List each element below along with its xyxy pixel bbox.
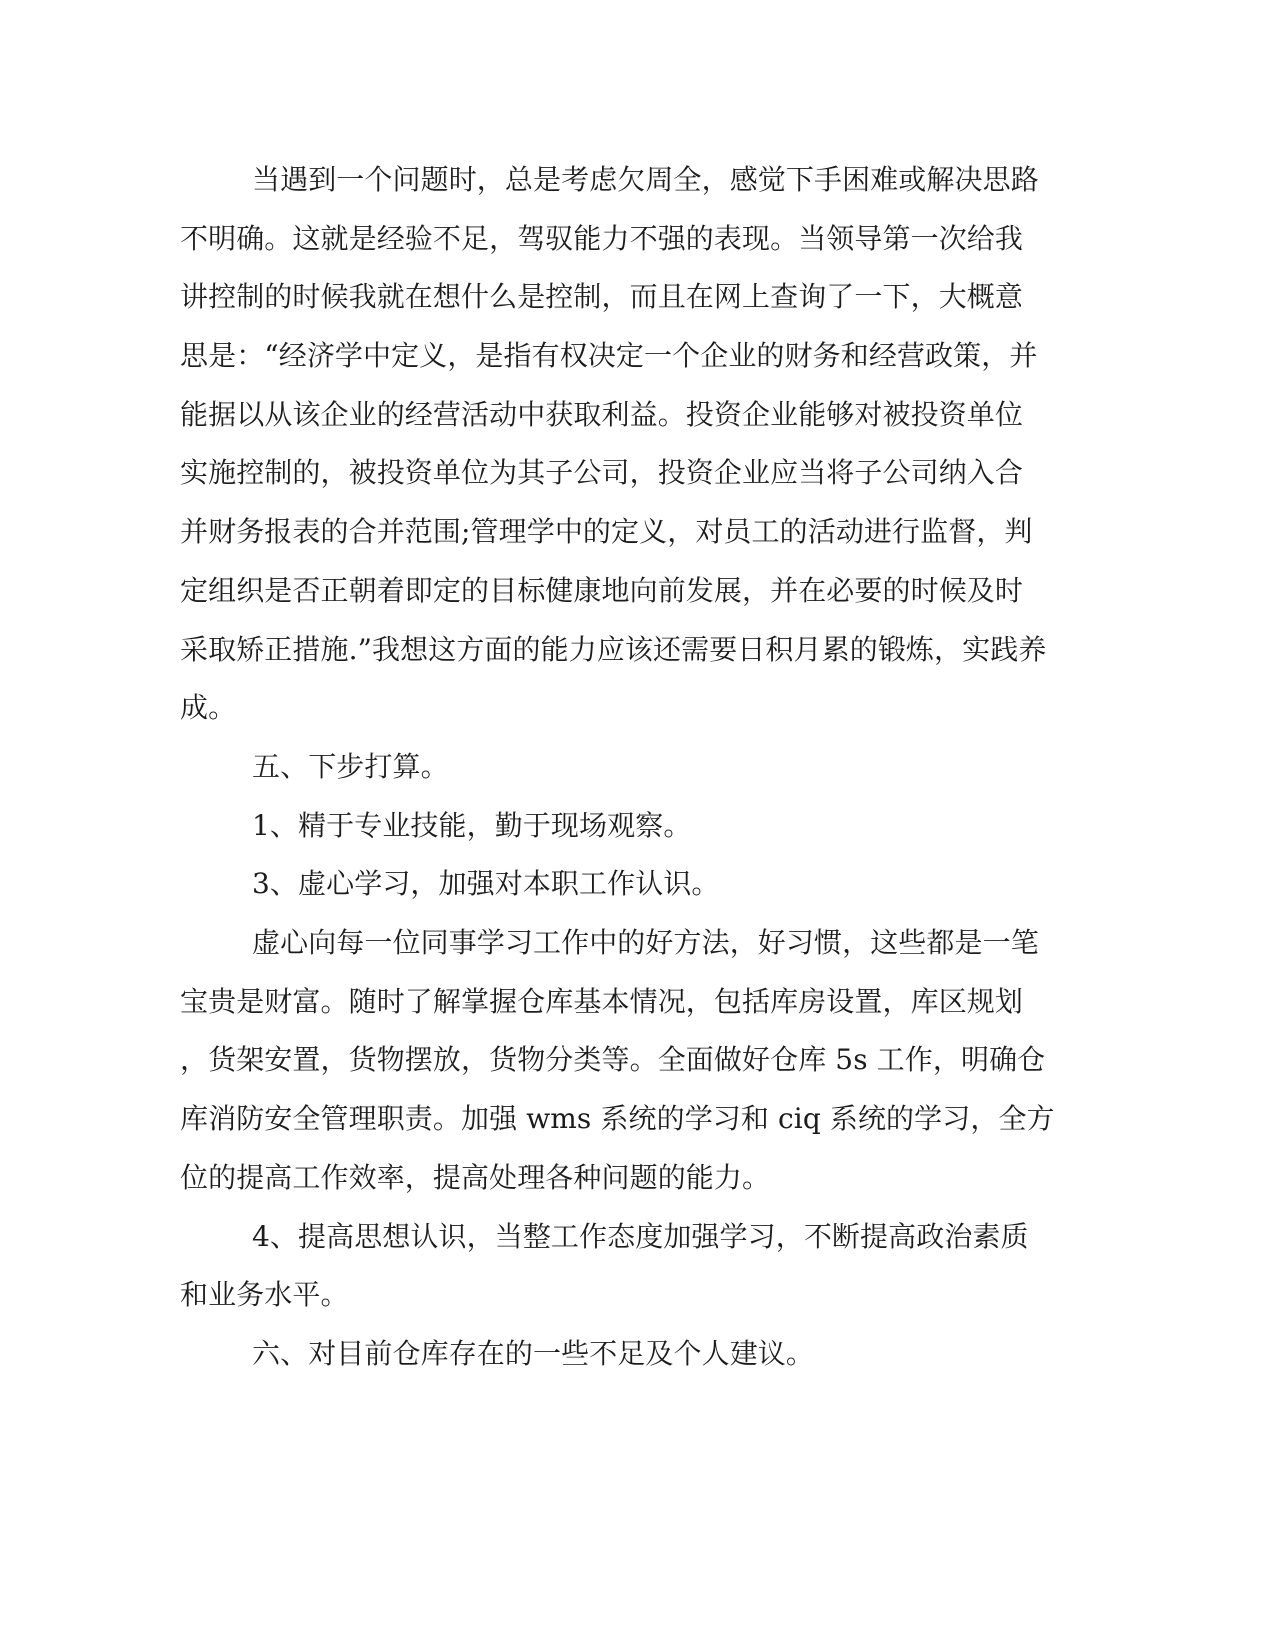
text-line: 库消防安全管理职责。加强 wms 系统的学习和 ciq 系统的学习，全方 bbox=[180, 1102, 1055, 1135]
text-line: 讲控制的时候我就在想什么是控制，而且在网上查询了一下，大概意 bbox=[180, 280, 1024, 313]
section-heading: 六、对目前仓库存在的一些不足及个人建议。 bbox=[252, 1337, 815, 1370]
section-heading: 五、下步打算。 bbox=[252, 750, 449, 783]
text-line: 能据以从该企业的经营活动中获取利益。投资企业能够对被投资单位 bbox=[180, 398, 1024, 431]
list-item: 4、提高思想认识，当整工作态度加强学习，不断提高政治素质 bbox=[252, 1220, 1029, 1253]
list-item: 3、虚心学习，加强对本职工作认识。 bbox=[252, 867, 720, 900]
list-item: 1、精于专业技能，勤于现场观察。 bbox=[252, 809, 692, 842]
text-line: 采取矫正措施.”我想这方面的能力应该还需要日积月累的锻炼，实践养 bbox=[180, 633, 1047, 666]
text-line: 位的提高工作效率，提高处理各种问题的能力。 bbox=[180, 1161, 771, 1194]
text-line: 宝贵是财富。随时了解掌握仓库基本情况，包括库房设置，库区规划 bbox=[180, 985, 1024, 1018]
text-line: 虚心向每一位同事学习工作中的好方法，好习惯，这些都是一笔 bbox=[252, 926, 1039, 959]
text-line: 实施控制的，被投资单位为其子公司，投资企业应当将子公司纳入合 bbox=[180, 456, 1024, 489]
text-line: 并财务报表的合并范围;管理学中的定义，对员工的活动进行监督，判 bbox=[180, 515, 1033, 548]
text-line: 思是：“经济学中定义，是指有权决定一个企业的财务和经营政策，并 bbox=[180, 339, 1038, 372]
text-line: ，货架安置，货物摆放，货物分类等。全面做好仓库 5s 工作，明确仓 bbox=[180, 1043, 1046, 1076]
text-line: 定组织是否正朝着即定的目标健康地向前发展，并在必要的时候及时 bbox=[180, 574, 1024, 607]
text-line: 当遇到一个问题时，总是考虑欠周全，感觉下手困难或解决思路 bbox=[252, 163, 1039, 196]
text-line: 成。 bbox=[180, 691, 237, 724]
text-line: 不明确。这就是经验不足，驾驭能力不强的表现。当领导第一次给我 bbox=[180, 222, 1024, 255]
text-line: 和业务水平。 bbox=[180, 1278, 349, 1311]
